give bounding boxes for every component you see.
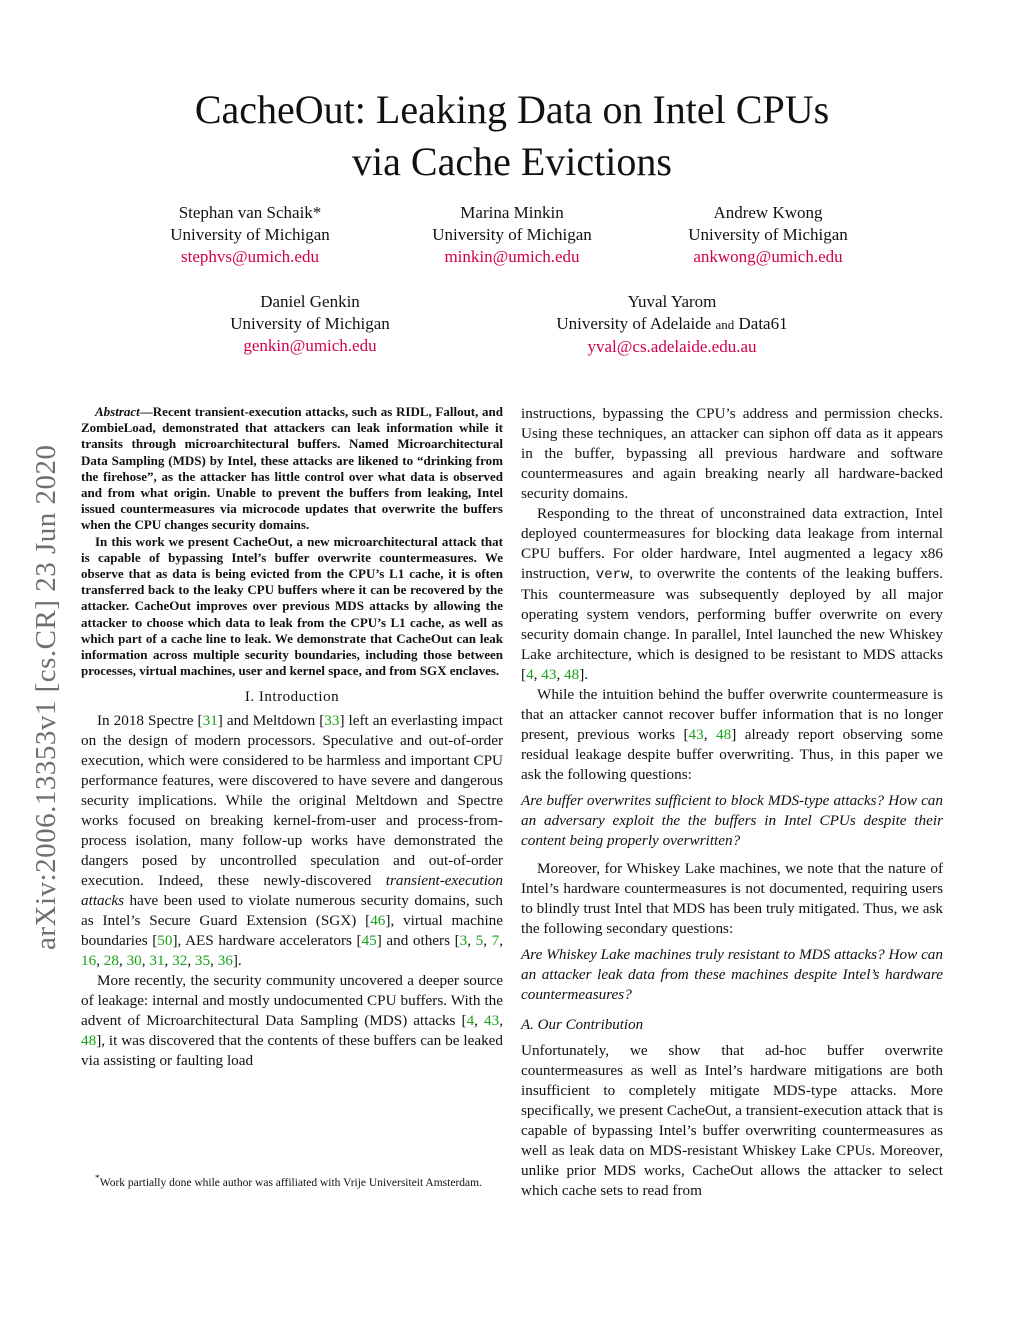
author-email[interactable]: stephvs@umich.edu (181, 247, 319, 266)
title-line-2: via Cache Evictions (352, 139, 672, 184)
citation-link[interactable]: 31 (202, 712, 218, 730)
right-column (521, 404, 943, 1201)
citation-link[interactable]: 45 (361, 932, 377, 950)
citation-link[interactable]: 5 (475, 932, 484, 950)
author-name: Yuval Yarom (627, 292, 717, 311)
citation-link[interactable]: 43 (688, 726, 704, 743)
abstract-paragraph: Abstract—Recent transient-execution attacks, such as RIDL, Fallout, and ZombieLoad, demonstrated that attackers can leak information while it transits through microarchitectural buffers. Named Microarchitectural Data Sampling (MDS) by Intel, these attacks are likened to “drinking from the firehose”, as the attacker has little control over what data is observed and from what origin. Unable to prevent the buffers from leaking, Intel issued countermeasures via microcode updates that overwrite the buffers when the CPU changes security domains. (81, 404, 503, 533)
title-line-1: CacheOut: Leaking Data on Intel CPUs (194, 87, 830, 132)
author-name: Stephan van Schaik* (178, 203, 322, 222)
citation-link[interactable]: 50 (157, 932, 173, 950)
body-paragraph: Responding to the threat of unconstrained data extraction, Intel deployed countermeasures for blocking data leakage from internal CPU buffers. For older hardware, Intel augmented a legacy x86 instruction, verw, to overwrite the contents of the leaking buffers. This countermeasure was subsequently deployed by all major operating system vendors, performing buffer overwrite on every security domain change. In parallel, Intel launched the new Whiskey Lake architecture, which is designed to be resistant to MDS attacks [4, 43, 48]. (521, 505, 943, 683)
footnote-mark: * (95, 1173, 100, 1184)
body-paragraph: While the intuition behind the buffer overwrite countermeasure is that an attacker cannot recover buffer information that is no longer present, previous works [43, 48] already report observing some residual leakage despite buffer overwriting. Thus, in this paper we ask the following questions: (521, 686, 944, 783)
abstract-paragraph: In this work we present CacheOut, a new microarchitectural attack that is capable of bypassing Intel’s buffer overwrite countermeasures. We observe that as data is being evicted from the CPU’s L1 cache, it is often transferred back to the leaky CPU buffers where it can be recovered by the attacker. CacheOut improves over previous MDS attacks by allowing the attacker to choose which data to leak from the CPU’s L1 cache, as well as which part of a cache line to leak. We demonstrate that CacheOut can leak information across multiple security boundaries, including those between processes, virtual machines, user and kernel space, and from SGX enclaves. (81, 533, 503, 679)
author-email[interactable]: minkin@umich.edu (444, 247, 580, 266)
body-paragraph: Unfortunately, we show that ad-hoc buffer overwrite countermeasures as well as Intel’s hardware mitigations are both insufficient to completely mitigate MDS-type attacks. More specifically, we present CacheOut, a transient-execution attack that is capable of bypassing Intel’s buffer overwriting countermeasures as well as leak data on MDS-resistant Whiskey Lake CPUs. Moreover, unlike prior MDS works, CacheOut allows the attacker to select which cache sets to read from (521, 1042, 943, 1199)
abstract (81, 404, 503, 679)
author-affiliation: University of Michigan (688, 225, 848, 244)
citation-link[interactable]: 48 (81, 1032, 97, 1050)
research-question: Are buffer overwrites sufficient to block MDS-type attacks? How can an adversary exploit the the buffers in Intel CPUs despite their content being properly overwritten? (521, 792, 943, 849)
author-email[interactable]: genkin@umich.edu (243, 336, 377, 355)
citation-link[interactable]: 43 (541, 666, 557, 683)
footnote (81, 1171, 503, 1191)
inline-code: verw (595, 567, 630, 583)
citation-link[interactable]: 30 (126, 952, 142, 970)
citation-link[interactable]: 48 (716, 726, 732, 743)
subsection-heading: A. Our Contribution (521, 1017, 644, 1033)
citation-link[interactable]: 3 (459, 932, 468, 950)
body-paragraph: More recently, the security community uncovered a deeper source of leakage: internal and mostly undocumented CPU buffers. With the advent of Microarchitectural Data Sampling (MDS) attacks [4, 43, 48], it was discovered that the contents of these buffers can be leaked via assisting or faulting load (81, 972, 503, 1070)
body-paragraph: In 2018 Spectre [31] and Meltdown [33] left an everlasting impact on the design of modern processors. Speculative and out-of-order execution, which were considered to be harmless and important CPU performance features, were discovered to have severe and dangerous security implications. While the original Meltdown and Spectre works focused on breaking kernel-from-user and process-from-process isolation, many follow-up works have demonstrated the dangers posed by uncontrolled speculation and out-of-order execution. Indeed, these newly-discovered transient-execution attacks have been used to violate numerous security domains, such as Intel’s Secure Guard Extension (SGX) [46], virtual machine boundaries [50], AES hardware accelerators [45] and others [3, 5, 7, 16, 28, 30, 31, 32, 35, 36]. (81, 712, 504, 970)
footnote-text: Work partially done while author was affiliated with Vrije Universiteit Amsterdam. (99, 1176, 482, 1189)
research-question: Are Whiskey Lake machines truly resistant to MDS attacks? How can an attacker leak data from these machines despite Intel’s hardware countermeasures? (521, 946, 943, 1003)
author-affiliation: University of Michigan (432, 225, 592, 244)
author-block (190, 291, 430, 357)
paper-title (0, 84, 1024, 188)
author-affiliation: University of Michigan (230, 314, 390, 333)
citation-link[interactable]: 35 (194, 952, 211, 970)
author-affiliation: University of Michigan (170, 225, 330, 244)
author-block (392, 202, 632, 268)
citation-link[interactable]: 28 (103, 952, 119, 970)
citation-link[interactable]: 4 (466, 1012, 475, 1030)
author-block (648, 202, 888, 268)
author-block (130, 202, 370, 268)
author-affiliation: University of Adelaide and Data61 (556, 314, 788, 333)
author-email[interactable]: ankwong@umich.edu (693, 247, 843, 266)
citation-link[interactable]: 7 (491, 932, 500, 950)
citation-link[interactable]: 33 (324, 712, 340, 730)
left-column (81, 404, 503, 1071)
author-email[interactable]: yval@cs.adelaide.edu.au (587, 337, 757, 356)
citation-link[interactable]: 16 (81, 952, 97, 970)
citation-link[interactable]: 43 (484, 1012, 500, 1030)
citation-link[interactable]: 31 (149, 952, 165, 970)
citation-link[interactable]: 36 (217, 952, 233, 970)
body-paragraph: Moreover, for Whiskey Lake machines, we note that the nature of Intel’s hardware countermeasures is not documented, requiring users to blindly trust Intel that MDS has been truly mitigated. Thus, we ask the following secondary questions: (521, 860, 943, 937)
citation-link[interactable]: 4 (526, 666, 534, 683)
citation-link[interactable]: 46 (370, 912, 386, 930)
author-block (522, 291, 822, 358)
abstract-label: Abstract (95, 404, 140, 419)
author-name: Daniel Genkin (260, 292, 360, 311)
section-heading: I. Introduction (244, 689, 340, 706)
arxiv-identifier: arXiv:2006.13353v1 [cs.CR] 23 Jun 2020 (30, 444, 62, 950)
author-name: Andrew Kwong (713, 203, 823, 222)
citation-link[interactable]: 32 (172, 952, 188, 970)
author-name: Marina Minkin (460, 203, 564, 222)
body-paragraph: instructions, bypassing the CPU’s address and permission checks. Using these techniques, an attacker can siphon off data as it appears in the buffer, bypassing all previous hardware and software countermeasures and again breaking nearly all hardware-backed security domains. (521, 405, 943, 502)
citation-link[interactable]: 48 (564, 666, 580, 683)
